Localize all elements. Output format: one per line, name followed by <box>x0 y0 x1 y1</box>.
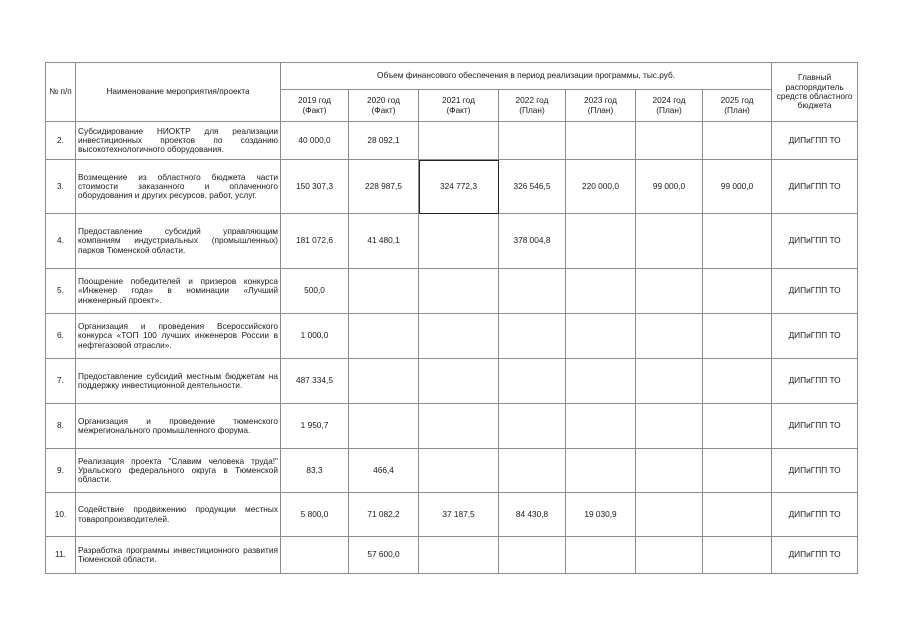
row-value <box>499 314 566 359</box>
row-value <box>703 269 772 314</box>
row-value <box>703 359 772 404</box>
row-num: 2. <box>46 122 76 160</box>
table-row <box>46 122 858 160</box>
row-value <box>566 122 636 160</box>
row-value <box>566 449 636 493</box>
row-value <box>703 493 772 537</box>
row-value: 99 000,0 <box>703 160 772 214</box>
row-num: 4. <box>46 214 76 269</box>
row-value <box>566 314 636 359</box>
row-name: Организация и проведение тюменского межрегионального промышленного форума. <box>76 404 281 449</box>
row-value <box>636 537 703 574</box>
row-value <box>703 122 772 160</box>
row-value: 326 546,5 <box>499 160 566 214</box>
row-value: 28 092,1 <box>349 122 419 160</box>
row-value <box>419 404 499 449</box>
row-value <box>566 214 636 269</box>
row-name: Организация и проведения Всероссийского конкурса «ТОП 100 лучших инженеров России в нефтегазовой отрасли». <box>76 314 281 359</box>
row-num: 3. <box>46 160 76 214</box>
header-name: Наименование мероприятия/проекта <box>76 63 281 122</box>
row-value: 37 187,5 <box>419 493 499 537</box>
row-value <box>419 269 499 314</box>
row-value: 57 600,0 <box>349 537 419 574</box>
header-year-kind: (Факт) <box>302 104 327 115</box>
row-value: 228 987,5 <box>349 160 419 214</box>
table-row <box>46 160 858 214</box>
header-num: № п/п <box>46 63 76 122</box>
table-row <box>46 449 858 493</box>
header-year-kind: (План) <box>519 104 545 115</box>
header-funding: Объем финансового обеспечения в период реализации программы, тыс.руб. <box>281 63 772 90</box>
table-row <box>46 537 858 574</box>
header-year-label: 2021 год <box>442 95 475 106</box>
row-num: 6. <box>46 314 76 359</box>
row-value <box>419 449 499 493</box>
header-year-kind: (План) <box>656 104 682 115</box>
header-year <box>419 90 499 122</box>
row-value <box>349 404 419 449</box>
row-value: 500,0 <box>281 269 349 314</box>
row-value: 220 000,0 <box>566 160 636 214</box>
header-year-kind: (Факт) <box>446 104 471 115</box>
table-row <box>46 493 858 537</box>
row-value: 84 430,8 <box>499 493 566 537</box>
row-value <box>566 269 636 314</box>
table-body <box>46 122 858 574</box>
row-value: 71 082,2 <box>349 493 419 537</box>
row-name: Предоставление субсидий управляющим компаниям индустриальных (промышленных) парков Тюменской области. <box>76 214 281 269</box>
row-value: 83,3 <box>281 449 349 493</box>
header-year <box>703 90 772 122</box>
row-manager: ДИПиГПП ТО <box>772 537 858 574</box>
financing-table <box>45 62 858 574</box>
row-value <box>419 537 499 574</box>
row-name: Предоставление субсидий местным бюджетам на поддержку инвестиционной деятельности. <box>76 359 281 404</box>
row-value <box>703 404 772 449</box>
row-manager: ДИПиГПП ТО <box>772 269 858 314</box>
row-num: 10. <box>46 493 76 537</box>
header-year <box>636 90 703 122</box>
row-value: 324 772,3 <box>419 160 499 214</box>
row-value <box>349 314 419 359</box>
row-value <box>419 122 499 160</box>
row-value <box>499 404 566 449</box>
row-value <box>703 537 772 574</box>
row-manager: ДИПиГПП ТО <box>772 122 858 160</box>
row-value: 19 030,9 <box>566 493 636 537</box>
table-row <box>46 359 858 404</box>
row-value <box>566 404 636 449</box>
row-name: Поощрение победителей и призеров конкурса «Инженер года» в номинации «Лучший инженерный проект». <box>76 269 281 314</box>
row-manager: ДИПиГПП ТО <box>772 493 858 537</box>
row-value <box>349 359 419 404</box>
header-year-label: 2019 год <box>298 95 331 106</box>
row-value <box>703 214 772 269</box>
row-value <box>349 269 419 314</box>
row-value <box>419 214 499 269</box>
header-manager: Главный распорядитель средств областного бюджета <box>772 63 858 122</box>
header-year-kind: (План) <box>724 104 750 115</box>
header-year <box>349 90 419 122</box>
row-name: Содействие продвижению продукции местных товаропроизводителей. <box>76 493 281 537</box>
row-value: 1 000,0 <box>281 314 349 359</box>
row-value: 99 000,0 <box>636 160 703 214</box>
row-value <box>636 122 703 160</box>
row-name: Возмещение из областного бюджета части стоимости заказанного и оплаченного оборудования и других ресурсов, работ, услуг. <box>76 160 281 214</box>
row-num: 8. <box>46 404 76 449</box>
row-name: Субсидирование НИОКТР для реализации инвестиционных проектов по созданию высокотехнологичного оборудования. <box>76 122 281 160</box>
header-year-label: 2025 год <box>720 95 754 106</box>
row-name: Разработка программы инвестиционного развития Тюменской области. <box>76 537 281 574</box>
row-num: 7. <box>46 359 76 404</box>
row-value <box>281 537 349 574</box>
table-row <box>46 214 858 269</box>
row-value: 378 004,8 <box>499 214 566 269</box>
row-value: 1 950,7 <box>281 404 349 449</box>
header-year-kind: (Факт) <box>371 104 396 115</box>
row-num: 11. <box>46 537 76 574</box>
row-manager: ДИПиГПП ТО <box>772 214 858 269</box>
header-year-label: 2022 год <box>515 95 549 106</box>
row-manager: ДИПиГПП ТО <box>772 404 858 449</box>
header-year-label: 2023 год <box>584 95 617 106</box>
row-value <box>566 537 636 574</box>
row-value <box>703 314 772 359</box>
row-value <box>703 449 772 493</box>
header-year-kind: (План) <box>587 104 614 115</box>
row-value <box>419 314 499 359</box>
header-year <box>499 90 566 122</box>
row-value: 5 800,0 <box>281 493 349 537</box>
row-value <box>499 122 566 160</box>
row-value: 181 072,6 <box>281 214 349 269</box>
table-row <box>46 314 858 359</box>
row-value <box>636 493 703 537</box>
header-year-label: 2024 год <box>652 95 686 106</box>
row-value: 466,4 <box>349 449 419 493</box>
row-manager: ДИПиГПП ТО <box>772 314 858 359</box>
row-num: 9. <box>46 449 76 493</box>
row-value <box>566 359 636 404</box>
table-row <box>46 269 858 314</box>
header-year <box>281 90 349 122</box>
row-value <box>636 314 703 359</box>
row-value <box>636 359 703 404</box>
row-value <box>636 269 703 314</box>
row-value <box>636 404 703 449</box>
row-value: 41 480,1 <box>349 214 419 269</box>
table-row <box>46 404 858 449</box>
row-value: 487 334,5 <box>281 359 349 404</box>
row-value <box>499 359 566 404</box>
row-value <box>499 449 566 493</box>
row-num: 5. <box>46 269 76 314</box>
row-value: 150 307,3 <box>281 160 349 214</box>
row-value <box>499 537 566 574</box>
row-value <box>636 449 703 493</box>
header-year-label: 2020 год <box>367 95 400 106</box>
row-manager: ДИПиГПП ТО <box>772 160 858 214</box>
row-manager: ДИПиГПП ТО <box>772 449 858 493</box>
header-year <box>566 90 636 122</box>
row-manager: ДИПиГПП ТО <box>772 359 858 404</box>
row-name: Реализация проекта "Славим человека труда!" Уральского федерального округа в Тюменской области. <box>76 449 281 493</box>
row-value <box>419 359 499 404</box>
row-value <box>499 269 566 314</box>
row-value: 40 000,0 <box>281 122 349 160</box>
row-value <box>636 214 703 269</box>
